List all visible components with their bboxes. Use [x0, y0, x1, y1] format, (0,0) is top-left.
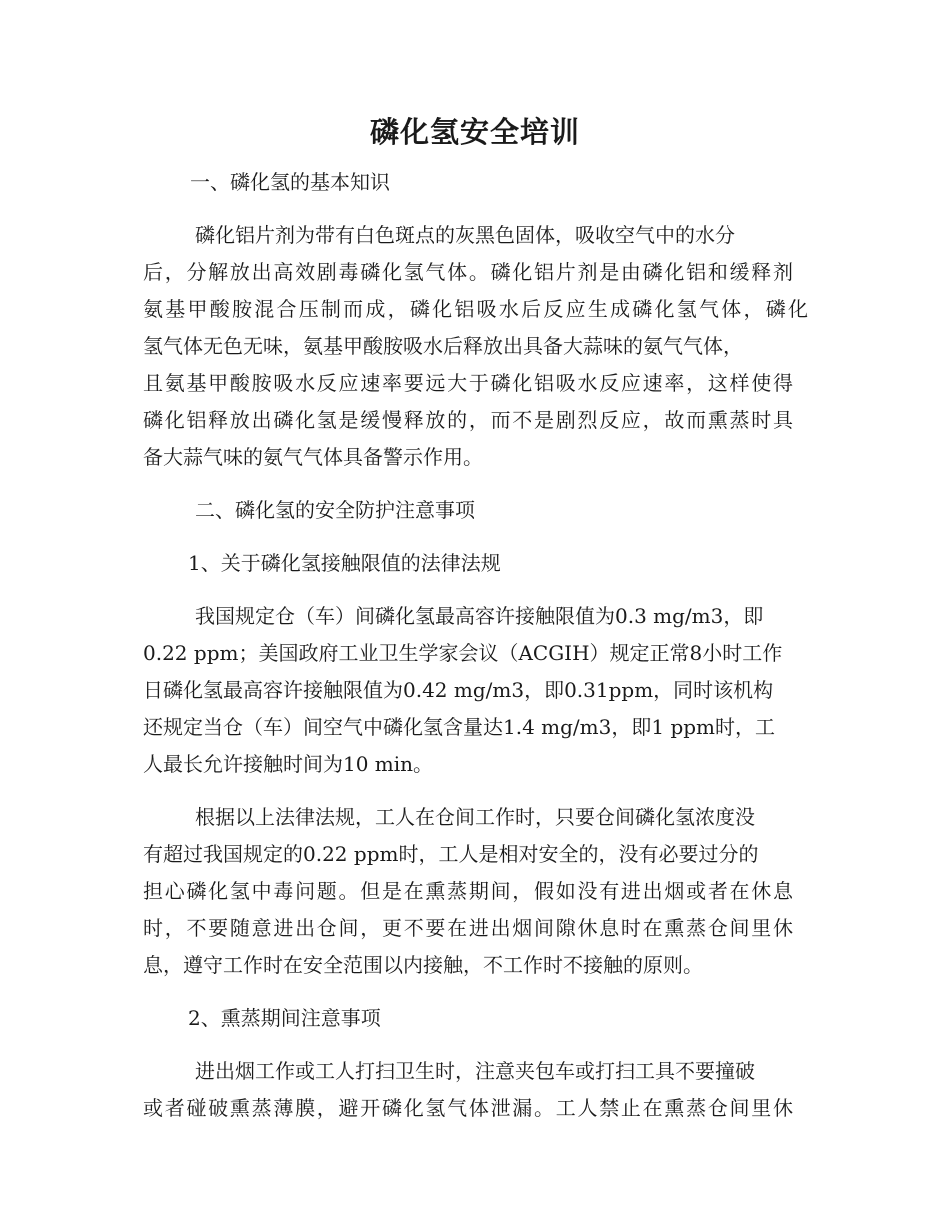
paragraph-2-line-1: 我国规定仓（车）间磷化氢最高容许接触限值为0.3 mg/m3，即 — [195, 604, 764, 628]
paragraph-1-line-1: 磷化铝片剂为带有白色斑点的灰黑色固体，吸收空气中的水分 — [195, 223, 735, 247]
paragraph-2-line-2: 0.22 ppm；美国政府工业卫生学家会议（ACGIH）规定正常8小时工作 — [143, 641, 783, 665]
document-title: 磷化氢安全培训 — [369, 115, 580, 149]
paragraph-4-line-1: 进出烟工作或工人打扫卫生时，注意夹包车或打扫工具不要撞破 — [195, 1059, 755, 1083]
paragraph-1-line-6: 磷化铝释放出磷化氢是缓慢释放的，而不是剧烈反应，故而熏蒸时具 — [143, 408, 793, 432]
paragraph-3-line-4: 时，不要随意进出仓间，更不要在进出烟间隙休息时在熏蒸仓间里休 — [143, 916, 793, 940]
paragraph-1-line-5: 且氨基甲酸胺吸水反应速率要远大于磷化铝吸水反应速率，这样使得 — [143, 371, 793, 395]
section-heading-1: 一、磷化氢的基本知识 — [190, 170, 390, 194]
paragraph-1-line-7: 备大蒜气味的氨气气体具备警示作用。 — [143, 445, 483, 469]
paragraph-1-line-2: 后，分解放出高效剧毒磷化氢气体。磷化铝片剂是由磷化铝和缓释剂 — [143, 260, 793, 284]
paragraph-2-line-5: 人最长允许接触时间为10 min。 — [143, 752, 434, 776]
subsection-heading-2: 2、熏蒸期间注意事项 — [188, 1006, 381, 1030]
paragraph-4-line-2: 或者碰破熏蒸薄膜，避开磷化氢气体泄漏。工人禁止在熏蒸仓间里休 — [143, 1096, 793, 1120]
paragraph-2-line-4: 还规定当仓（车）间空气中磷化氢含量达1.4 mg/m3，即1 ppm时，工 — [143, 715, 776, 739]
paragraph-3-line-1: 根据以上法律法规，工人在仓间工作时，只要仓间磷化氢浓度没 — [195, 805, 755, 829]
paragraph-1-line-4: 氢气体无色无味，氨基甲酸胺吸水后释放出具备大蒜味的氨气气体， — [143, 334, 743, 358]
paragraph-3-line-5: 息，遵守工作时在安全范围以内接触，不工作时不接触的原则。 — [143, 953, 703, 977]
subsection-heading-1: 1、关于磷化氢接触限值的法律法规 — [188, 551, 501, 575]
section-heading-2: 二、磷化氢的安全防护注意事项 — [195, 498, 475, 522]
paragraph-2-line-3: 日磷化氢最高容许接触限值为0.42 mg/m3，即0.31ppm，同时该机构 — [143, 678, 774, 702]
paragraph-3-line-3: 担心磷化氢中毒问题。但是在熏蒸期间，假如没有进出烟或者在休息 — [143, 879, 793, 903]
paragraph-1-line-3: 氨基甲酸胺混合压制而成，磷化铝吸水后反应生成磷化氢气体，磷化 — [143, 297, 808, 321]
paragraph-3-line-2: 有超过我国规定的0.22 ppm时，工人是相对安全的，没有必要过分的 — [143, 842, 759, 866]
